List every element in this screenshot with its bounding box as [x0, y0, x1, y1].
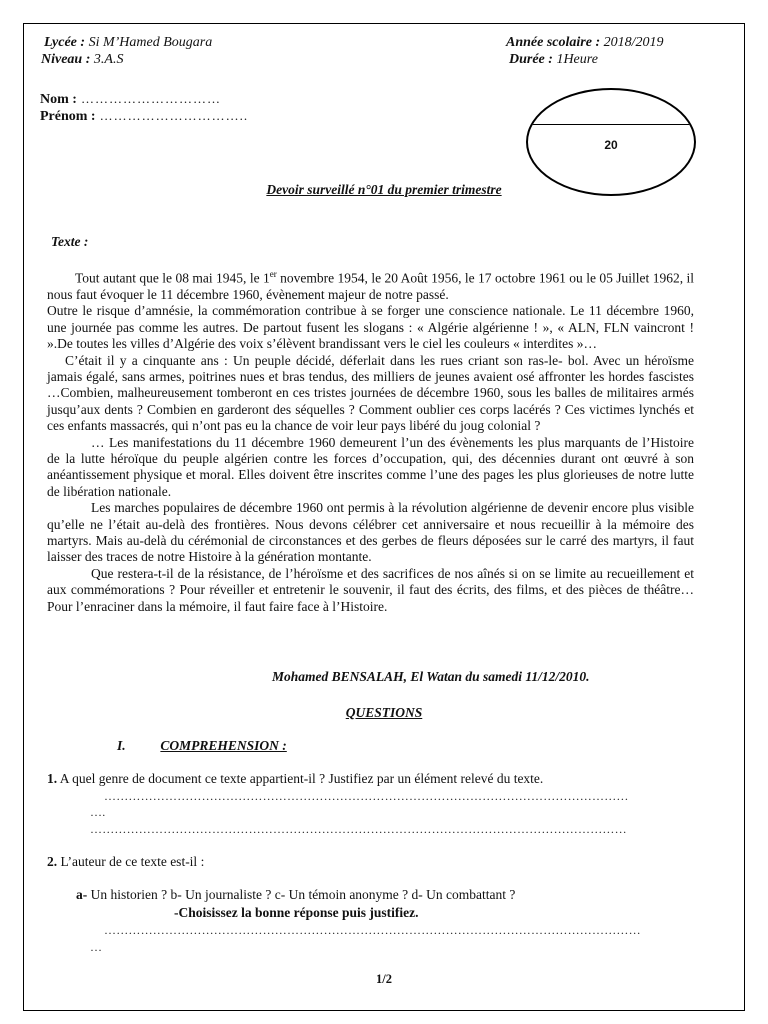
title-wrap — [0, 181, 768, 199]
niveau-line — [41, 52, 123, 68]
paragraph-1-b: novembre 1954, le 20 Août 1956, le 17 octobre 1961 ou le 05 Juillet 1962, il nous faut évoquer le 11 décembre 1960, évènement majeur de notre passé. — [47, 270, 694, 302]
paragraph-1 — [47, 266, 694, 303]
paragraph-3: C’était il y a cinquante ans : Un peuple décidé, déferlait dans les rues criant son ras-le- bol. Avec un héroïsme jamais égalé, sans armes, poitrines nues et bras tendus, des milliers de jeunes avaient osé affronter les hordes fascistes …Combien, malheureusement tomberont en ces tristes journées de décembre 1960, sous les balles de militaires armés jusqu’aux dents ? Combien en garderont des séquelles ? Comment oublier ces corps lacérés ? Ces victimes lynchés et ces enfants massacrés, qui n’ont pas eu la chance de voir leur pays libéré du joug colonial ? — [47, 352, 694, 434]
question-2-instruction: -Choisissez la bonne réponse puis justifiez. — [174, 905, 419, 920]
question-2-number: 2. — [47, 854, 58, 869]
prenom-label: Prénom : — [40, 109, 96, 124]
prenom-dots: ………………………….. — [99, 108, 249, 123]
question-2-choice-label: a- — [76, 887, 88, 902]
question-1-number: 1. — [47, 771, 58, 786]
score-total: 20 — [604, 138, 618, 152]
duree-label: Durée : — [509, 52, 553, 67]
score-oval — [526, 88, 696, 196]
question-2-choices-text: Un historien ? b- Un journaliste ? c- Un témoin anonyme ? d- Un combattant ? — [87, 887, 516, 902]
annee-value: 2018/2019 — [600, 35, 664, 50]
duree-value: 1Heure — [552, 52, 598, 67]
questions-title-wrap — [0, 704, 768, 722]
lycee-value: Si M’Hamed Bougara — [85, 35, 213, 50]
question-1-text: A quel genre de document ce texte appartient-il ? Justifiez par un élément relevé du texte. — [57, 771, 544, 786]
exam-title: Devoir surveillé n°01 du premier trimestre — [266, 182, 502, 197]
questions-title: QUESTIONS — [345, 705, 423, 720]
question-2 — [47, 854, 204, 870]
paragraph-1-a: Tout autant que le 08 mai 1945, le 1 — [75, 270, 270, 286]
section-1-title: COMPREHENSION : — [160, 738, 287, 753]
section-1-heading — [117, 738, 287, 754]
nom-label: Nom : — [40, 92, 77, 107]
question-2-text: L’auteur de ce texte est-il : — [57, 854, 205, 869]
answer-2-line-2[interactable]: … — [90, 940, 103, 954]
annee-label: Année scolaire : — [506, 35, 601, 50]
page-number: 1/2 — [376, 972, 392, 986]
text-body — [47, 266, 694, 615]
lycee-label: Lycée : — [44, 35, 86, 50]
paragraph-1-sup: er — [269, 269, 277, 279]
nom-line — [40, 90, 221, 108]
answer-1-line-3[interactable]: …………………………………………………………………………………………………………………… — [90, 822, 627, 836]
answer-1-line-2[interactable]: …. — [90, 805, 106, 819]
source-signature: Mohamed BENSALAH, El Watan du samedi 11/12/2010. — [272, 669, 590, 684]
paragraph-6: Que restera-t-il de la résistance, de l’héroïsme et des sacrifices de nos aînés si on se limite au recueillement et aux commémorations ? Pour réveiller et entretenir le souvenir, il faut des écrits, des films, et des pièces de théâtre…Pour l’enraciner dans la mémoire, il faut faire face à l’Histoire. — [47, 565, 694, 614]
question-1 — [47, 771, 543, 787]
score-divider — [528, 124, 694, 125]
nom-dots: ………………………… — [80, 91, 221, 106]
prenom-line — [40, 107, 248, 125]
answer-2-line-1[interactable]: …………………………………………………………………………………………………………………… — [104, 923, 641, 937]
section-1-numeral: I. — [117, 738, 126, 753]
answer-1-line-1[interactable]: ………………………………………………………………………………………………………………… — [104, 789, 629, 803]
paragraph-4: … Les manifestations du 11 décembre 1960 demeurent l’un des évènements les plus marquants de l’Histoire de la lutte héroïque du peuple algérien contre les forces d’occupation, qui, des décennies durant ont œuvré à son anéantissement physique et moral. Elles doivent être inscrites comme l’une des pages les plus glorieuses de notre lutte de libération nationale. — [47, 434, 694, 499]
lycee-line — [44, 35, 212, 51]
paragraph-5: Les marches populaires de décembre 1960 ont permis à la révolution algérienne de devenir encore plus visible qu’elle ne l’était au-delà des frontières. Nous devons célébrer cet anniversaire et nous recueillir à la mémoire des martyrs. Mais au-delà du cérémonial de circonstances et des gerbes de fleurs déposées sur le carré des martyrs, il faut laisser des traces de notre Histoire à la génération montante. — [47, 500, 694, 565]
texte-label: Texte : — [51, 234, 89, 249]
niveau-value: 3.A.S — [90, 52, 124, 67]
duree-line — [509, 52, 598, 68]
annee-line — [506, 35, 664, 51]
niveau-label: Niveau : — [41, 52, 91, 67]
question-2-choices — [76, 887, 515, 903]
paragraph-2: Outre le risque d’amnésie, la commémoration contribue à se forger une conscience nationale. Le 11 décembre 1960, une journée pas comme les autres. De partout fusent les slogans : « Algérie algérienne ! », « ALN, FLN vaincront ! ».De toutes les villes d’Algérie des voix s’élèvent brandissant vers le ciel les couleurs « interdites »… — [47, 303, 694, 352]
